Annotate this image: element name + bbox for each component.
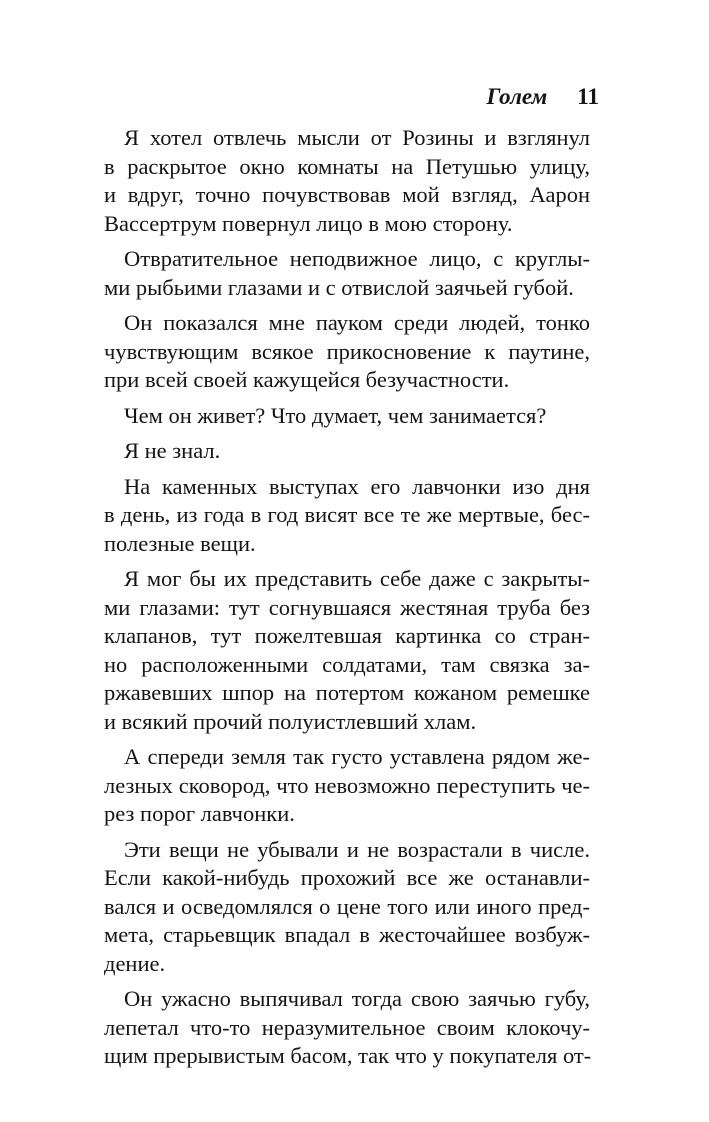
- paragraph: [104, 124, 590, 238]
- text-body: [104, 124, 590, 1078]
- text-line: лепетал что-то неразумительное своим клокочу-: [104, 1014, 590, 1040]
- text-line: полезные вещи.: [104, 530, 256, 556]
- text-line: и вдруг, точно почувствовав мой взгляд, Аарон: [104, 182, 590, 207]
- text-line: Я мог бы их представить себе даже с закрыты-: [124, 566, 590, 591]
- text-line: Я хотел отвлечь мысли от Розины и взглянул: [124, 125, 590, 150]
- paragraph: [104, 309, 590, 395]
- paragraph: [104, 437, 590, 466]
- paragraph: [104, 402, 590, 431]
- text-line: ми глазами: тут согнувшаяся жестяная труба без: [104, 594, 590, 620]
- text-line: лезных сковород, что невозможно переступить че-: [104, 772, 590, 798]
- paragraph: [104, 245, 590, 302]
- running-title: Голем: [486, 84, 548, 109]
- text-line: дение.: [104, 950, 166, 976]
- text-line: Если какой-нибудь прохожий все же останавли-: [104, 865, 590, 890]
- text-line: Отвратительное неподвижное лицо, с круглы-: [124, 246, 590, 271]
- text-line: А спереди земля так густо уставлена рядом же-: [124, 744, 590, 769]
- running-head: [486, 84, 599, 110]
- text-line: вался и осведомлялся о цене того или иного пред-: [104, 893, 590, 919]
- text-line: На каменных выступах его лавчонки изо дня: [124, 473, 590, 499]
- text-line: рез порог лавчонки.: [104, 801, 295, 826]
- text-line: клапанов, тут пожелтевшая картинка со стран-: [104, 623, 590, 648]
- text-line: Чем он живет? Что думает, чем занимается?: [124, 402, 547, 428]
- paragraph: [104, 473, 590, 559]
- text-line: Он показался мне пауком среди людей, тонко: [124, 310, 590, 335]
- text-line: Вассертрум повернул лицо в мою сторону.: [104, 210, 513, 236]
- paragraph: [104, 985, 590, 1071]
- paragraph: [104, 743, 590, 829]
- text-line: но расположенными солдатами, там связка за-: [104, 651, 590, 677]
- text-line: Эти вещи не убывали и не возрастали в числе.: [124, 836, 590, 862]
- text-line: ми рыбьими глазами и с отвислой заячьей губой.: [104, 274, 574, 300]
- text-line: щим прерывистым басом, так что у покупателя от-: [104, 1043, 592, 1068]
- text-line: в день, из года в год висят все те же мертвые, бес-: [104, 502, 590, 527]
- text-line: Я не знал.: [124, 438, 221, 463]
- text-line: мета, старьевщик впадал в жесточайшее возбуж-: [104, 922, 590, 947]
- text-line: чувствующим всякое прикосновение к паутине,: [104, 338, 590, 364]
- text-line: при всей своей кажущейся безучастности.: [104, 367, 510, 392]
- text-line: ржавевших шпор на потертом кожаном ремешке: [104, 680, 590, 705]
- paragraph: [104, 565, 590, 736]
- text-line: и всякий прочий полуистлевший хлам.: [104, 708, 477, 734]
- paragraph: [104, 836, 590, 979]
- text-line: Он ужасно выпячивал тогда свою заячью губу,: [124, 986, 590, 1011]
- text-line: в раскрытое окно комнаты на Петушью улицу,: [104, 153, 590, 179]
- page-number: 11: [577, 84, 599, 109]
